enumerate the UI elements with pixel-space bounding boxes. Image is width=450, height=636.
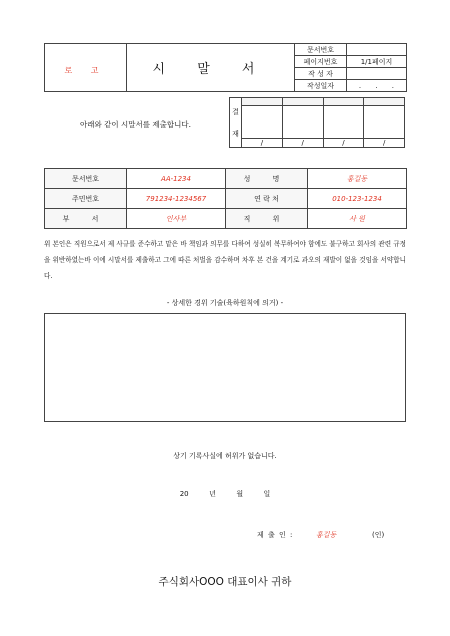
contact-value[interactable]: 010-123-1234 <box>308 189 407 209</box>
info-table <box>44 168 407 229</box>
approval-sign-4[interactable] <box>364 106 405 139</box>
approval-label <box>230 98 242 148</box>
dept-label: 부 서 <box>45 209 127 229</box>
date-year: 년 <box>209 490 216 498</box>
addressee: 주식회사OOO 대표이사 귀하 <box>158 576 292 588</box>
approval-label-bottom: 재 <box>232 129 239 138</box>
meta-label-doc-no: 문서번호 <box>295 44 347 56</box>
logo-text: 로 고 <box>64 66 107 75</box>
position-label: 직 위 <box>226 209 308 229</box>
dept-value[interactable]: 인사부 <box>127 209 226 229</box>
meta-value-page: 1/1페이지 <box>347 56 407 68</box>
position-value[interactable]: 사 원 <box>308 209 407 229</box>
document-title: 시 말 서 <box>152 62 269 77</box>
date-prefix: 20 <box>179 490 189 498</box>
approval-sign-3[interactable] <box>323 106 364 139</box>
approval-header-1 <box>242 98 283 106</box>
approval-date-3[interactable]: / <box>323 139 364 148</box>
logo-cell <box>45 44 127 92</box>
approval-date-1[interactable]: / <box>242 139 283 148</box>
date-day: 일 <box>263 490 271 498</box>
meta-label-author: 작 성 자 <box>295 68 347 80</box>
approval-table <box>229 97 405 148</box>
confirmation-text: 상기 기록사실에 허위가 없습니다. <box>173 452 277 460</box>
contact-label: 연 락 처 <box>226 189 308 209</box>
meta-value-author[interactable] <box>347 68 407 80</box>
submission-date <box>0 489 450 499</box>
approval-date-2[interactable]: / <box>282 139 323 148</box>
intro-text: 아래와 같이 시말서를 제출합니다. <box>80 120 191 129</box>
meta-label-date: 작성일자 <box>295 80 347 92</box>
header-table <box>44 43 407 92</box>
approval-label-top: 결 <box>232 107 239 116</box>
approval-sign-2[interactable] <box>282 106 323 139</box>
meta-value-date[interactable]: . . . <box>347 80 407 92</box>
doc-no-label: 문서번호 <box>45 169 127 189</box>
submitter-name[interactable]: 홍길동 <box>316 531 337 539</box>
name-label: 성 명 <box>226 169 308 189</box>
approval-header-3 <box>323 98 364 106</box>
approval-header-4 <box>364 98 405 106</box>
id-label: 주민번호 <box>45 189 127 209</box>
section-title: - 상세한 경위 기술(육하원칙에 의거) - <box>166 299 284 307</box>
meta-label-page: 페이지번호 <box>295 56 347 68</box>
submitter-label: 제 출 인 : <box>257 531 294 539</box>
meta-value-doc-no[interactable] <box>347 44 407 56</box>
pledge-paragraph: 위 본인은 직원으로서 제 사규를 준수하고 맡은 바 책임과 의무를 다하여 성실히 복무하여야 함에도 불구하고 회사의 관련 규정을 위반하였는바 이에 시말서를 제출하고 그에 따른 처벌을 감수하며 차후 본 건을 계기로 과오의 재발이 없을 것임을 서약합니다. <box>44 240 406 280</box>
title-cell <box>127 44 295 92</box>
name-value[interactable]: 홍길동 <box>308 169 407 189</box>
doc-no-value[interactable]: AA-1234 <box>127 169 226 189</box>
details-box[interactable] <box>44 313 406 422</box>
approval-header-2 <box>282 98 323 106</box>
submitter-seal: (인) <box>372 531 385 539</box>
approval-sign-1[interactable] <box>242 106 283 139</box>
date-month: 월 <box>236 490 244 498</box>
id-value[interactable]: 791234-1234567 <box>127 189 226 209</box>
approval-date-4[interactable]: / <box>364 139 405 148</box>
